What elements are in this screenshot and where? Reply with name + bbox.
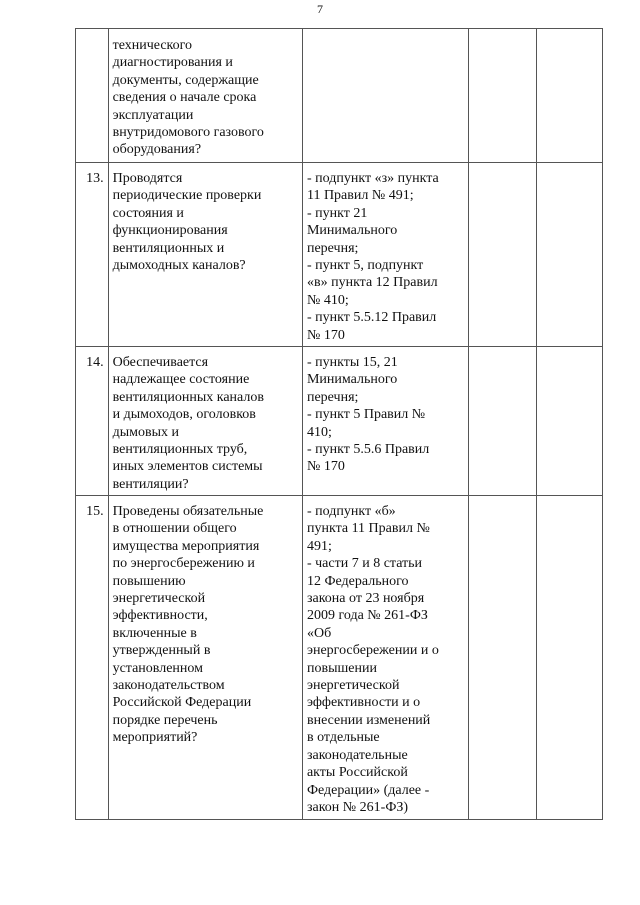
question-line: по энергосбережению и: [112, 556, 255, 572]
reference-line: Федерации» (далее -: [306, 782, 430, 798]
reference-line: 2009 года № 261-ФЗ: [306, 608, 428, 624]
mark-cell: [469, 496, 536, 820]
question-line: вентиляционных каналов: [112, 389, 264, 405]
question-line: вентиляции?: [112, 476, 189, 492]
reference-line: Минимального: [306, 223, 398, 239]
question-line: мероприятий?: [112, 730, 198, 746]
reference-line: энергосбережении и о: [306, 643, 439, 659]
reference-line: - подпункт «з» пункта: [306, 171, 439, 186]
question-line: Проведены обязательные: [112, 504, 264, 519]
reference-line: перечня;: [306, 240, 359, 256]
reference-line: - пункт 5.5.12 Правил: [306, 310, 437, 326]
question-line: оборудования?: [112, 142, 202, 158]
table-row: [76, 347, 603, 496]
reference-line: 410;: [306, 424, 332, 440]
reference-line: - пункт 21: [306, 205, 368, 221]
question-line: Проводятся: [112, 171, 183, 186]
question-line: эффективности,: [112, 608, 208, 624]
note-cell: [536, 496, 602, 820]
reference-cell: [302, 496, 468, 820]
reference-line: - пункт 5.5.6 Правил: [306, 442, 430, 458]
question-line: состояния и: [112, 205, 184, 221]
question-line: утвержденный в: [112, 643, 211, 659]
reference-line: № 170: [306, 459, 345, 475]
reference-line: - пункт 5 Правил №: [306, 407, 426, 423]
checklist-table: [75, 28, 603, 820]
item-number-cell: [76, 347, 109, 496]
question-line: повышению: [112, 573, 186, 589]
note-cell: [536, 347, 602, 496]
question-line: документы, содержащие: [112, 72, 259, 88]
item-number: 15.: [86, 504, 104, 519]
question-line: Российской Федерации: [112, 695, 252, 711]
item-number-cell: [76, 496, 109, 820]
reference-cell: [302, 29, 468, 163]
question-line: эксплуатации: [112, 107, 194, 123]
reference-line: 491;: [306, 538, 332, 554]
question-line: сведения о начале срока: [112, 90, 257, 106]
reference-line: «в» пункта 12 Правил: [306, 275, 438, 291]
question-line: и дымоходов, оголовков: [112, 407, 256, 423]
mark-cell: [469, 163, 536, 347]
reference-line: № 170: [306, 327, 345, 343]
reference-line: Минимального: [306, 372, 398, 388]
reference-cell: [302, 347, 468, 496]
note-cell: [536, 163, 602, 347]
question-cell: [108, 347, 302, 496]
reference-line: № 410;: [306, 292, 349, 308]
reference-line: 12 Федерального: [306, 573, 409, 589]
question-cell: [108, 496, 302, 820]
item-number: 13.: [86, 171, 104, 186]
question-line: включенные в: [112, 625, 197, 641]
question-line: периодические проверки: [112, 188, 262, 204]
reference-line: в отдельные: [306, 730, 380, 746]
question-line: энергетической: [112, 591, 206, 607]
reference-line: эффективности и о: [306, 695, 421, 711]
question-line: технического: [112, 38, 193, 53]
question-line: вентиляционных и: [112, 240, 225, 256]
reference-line: внесении изменений: [306, 712, 431, 728]
table-row: [76, 163, 603, 347]
item-number-cell: [76, 29, 109, 163]
reference-line: энергетической: [306, 678, 400, 694]
reference-line: закона от 23 ноября: [306, 591, 425, 607]
question-line: иных элементов системы: [112, 459, 263, 475]
question-line: надлежащее состояние: [112, 372, 250, 388]
question-line: функционирования: [112, 223, 228, 239]
reference-line: перечня;: [306, 389, 359, 405]
reference-line: - пункт 5, подпункт: [306, 258, 424, 274]
question-line: внутридомового газового: [112, 125, 264, 141]
reference-cell: [302, 163, 468, 347]
question-line: дымовых и: [112, 424, 179, 440]
mark-cell: [469, 347, 536, 496]
question-line: диагностирования и: [112, 55, 233, 71]
mark-cell: [469, 29, 536, 163]
reference-line: - пункты 15, 21: [306, 355, 398, 370]
item-number-cell: [76, 163, 109, 347]
table-row: [76, 496, 603, 820]
question-line: дымоходных каналов?: [112, 258, 246, 274]
table-row: [76, 29, 603, 163]
question-cell: [108, 163, 302, 347]
note-cell: [536, 29, 602, 163]
reference-line: - части 7 и 8 статьи: [306, 556, 423, 572]
reference-line: «Об: [306, 625, 332, 641]
reference-line: пункта 11 Правил №: [306, 521, 430, 537]
question-line: законодательством: [112, 678, 225, 694]
question-line: в отношении общего: [112, 521, 237, 537]
reference-line: повышении: [306, 660, 377, 676]
item-number: 14.: [86, 355, 104, 370]
reference-line: законодательные: [306, 747, 408, 763]
question-line: вентиляционных труб,: [112, 442, 248, 458]
question-line: Обеспечивается: [112, 355, 209, 370]
reference-line: 11 Правил № 491;: [306, 188, 414, 204]
question-line: имущества мероприятия: [112, 538, 260, 554]
question-cell: [108, 29, 302, 163]
question-line: порядке перечень: [112, 712, 218, 728]
question-line: установленном: [112, 660, 203, 676]
reference-line: закон № 261-ФЗ): [306, 799, 409, 815]
reference-line: акты Российской: [306, 765, 408, 781]
page-number: 7: [317, 2, 323, 16]
reference-line: - подпункт «б»: [306, 504, 396, 519]
